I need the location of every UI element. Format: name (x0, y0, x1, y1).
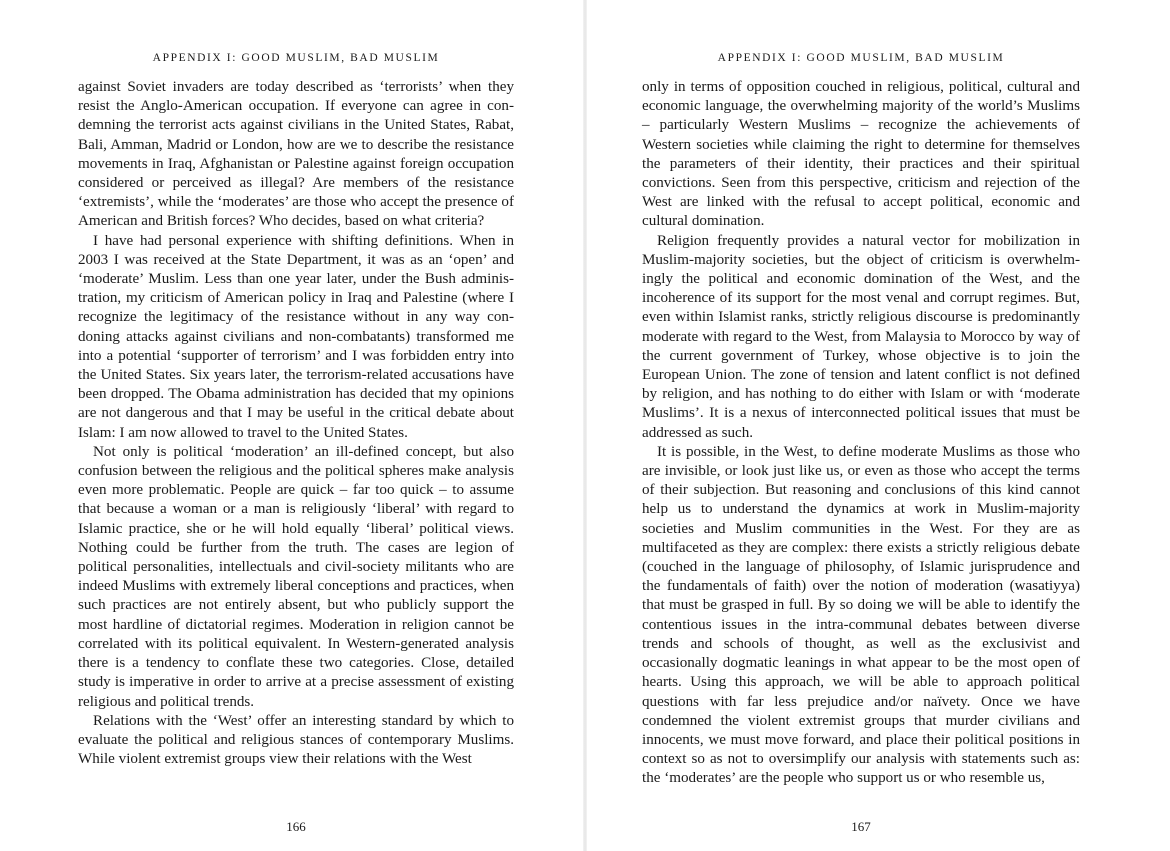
paragraph: I have had personal experience with shifting definitions. When in 2003 I was received at the State Department, it was as an ‘open’ and ‘moderate’ Muslim. Less than one year later, under the Bush administration, my criticism of American policy in Iraq and Palestine (where I recognize the legitimacy of the resistance without in any way condoning attacks against civilians and non-combatants) transformed me into a potential ‘supporter of terrorism’ and I was forbidden entry into the United States. Six years later, the terrorism-related accusations have been dropped. The Obama administration has decided that my opinions are not dangerous and that I may be useful in the critical debate about Islam: I am now allowed to travel to the United States. (78, 232, 514, 441)
page-number: 167 (851, 819, 871, 834)
right-page (642, 0, 1080, 851)
paragraph: against Soviet invaders are today described as ‘terrorists’ when they resist the Anglo-American occupation. If everyone can agree in condemning the terrorist acts against civilians in the United States, Rabat, Bali, Amman, Madrid or London, how are we to describe the resistance movements in Iraq, Afghanistan or Palestine against foreign occupation considered or perceived as illegal? Are members of the resistance ‘extremists’, while the ‘moderates’ are those who accept the presence of American and British forces? Who decides, based on what criteria? (78, 79, 514, 230)
paragraph: only in terms of opposition couched in religious, political, cultural and economic language, the overwhelming majority of the world’s Muslims – particularly Western Muslims – recognize the achievements of Western societies while claiming the right to determine for themselves the parameters of their identity, their practices and their spiritual convictions. Seen from this perspective, criticism and rejection of the West are linked with the refusal to accept political, economic and cultural domination. (642, 79, 1080, 230)
paragraph: Not only is political ‘moderation’ an ill-defined concept, but also confusion between the religious and the political spheres make analysis even more problematic. People are quick – far too quick – to assume that because a woman or a man is religiously ‘liberal’ with regard to Islamic practice, she or he will hold equally ‘liberal’ political views. Nothing could be further from the truth. The cases are legion of political personalities, intellectuals and civil-society militants who are indeed Muslims with extremely liberal conceptions and practices, when such practices are not entirely absent, but who publicly support the most hardline of dictatorial regimes. Moderation in religion cannot be correlated with its political equivalent. In Western-generated analysis there is a tendency to conflate these two categories. Close, detailed study is imperative in order to arrive at a precise assessment of existing religious and political trends. (78, 443, 514, 710)
left-page (78, 0, 514, 851)
running-head: APPENDIX I: GOOD MUSLIM, BAD MUSLIM (152, 52, 440, 64)
paragraph: Religion frequently provides a natural vector for mobilization in Muslim-majority societies, but the object of criticism is overwhelmingly the political and economic domination of the West, and the incoherence of its support for the most venal and corrupt regimes. But, even within Islamist ranks, strictly religious discourse is predominantly moderate with regard to the West, from Malaysia to Morocco by way of the current government of Turkey, whose objective is to join the European Union. The zone of tension and latent conflict is not defined by religion, and has nothing to do either with Islam or with ‘moderate Muslims’. It is a nexus of interconnected political issues that must be addressed as such. (642, 232, 1080, 441)
body-text (642, 78, 1080, 789)
paragraph: It is possible, in the West, to define moderate Muslims as those who are invisible, or look just like us, or even as those who accept the terms of their subjection. But reasoning and conclusions of this kind cannot help us to understand the dynamics at work in Muslim-majority societies and Muslim communities in the West. For they are as multifaceted as they are complex: there exists a strictly religious debate (couched in the language of philosophy, of Islamic jurisprudence and the fundamentals of faith) over the notion of moderation (wasatiyya) that must be grasped in full. By so doing we will be able to identify the contentious issues in the intra-communal debates between diverse trends and schools of thought, as well as the exclusivist and occasionally dogmatic leanings in what appear to be the most open of hearts. Using this approach, we will be able to approach political questions with far less prejudice and/or naïvety. Once we have condemned the violent extremist groups that murder civilians and innocents, we must move forward, and place their political positions in context so as not to oversimplify our analysis with statements such as: the ‘moderates’ are the people who support us or who resemble us, (642, 443, 1080, 787)
paragraph: Relations with the ‘West’ offer an interesting standard by which to evaluate the political and religious stances of contemporary Muslims. While violent extremist groups view their relations with the West (78, 712, 514, 768)
book-gutter (583, 0, 587, 851)
page-number: 166 (286, 819, 306, 834)
running-head: APPENDIX I: GOOD MUSLIM, BAD MUSLIM (717, 52, 1005, 64)
body-text (78, 78, 514, 769)
